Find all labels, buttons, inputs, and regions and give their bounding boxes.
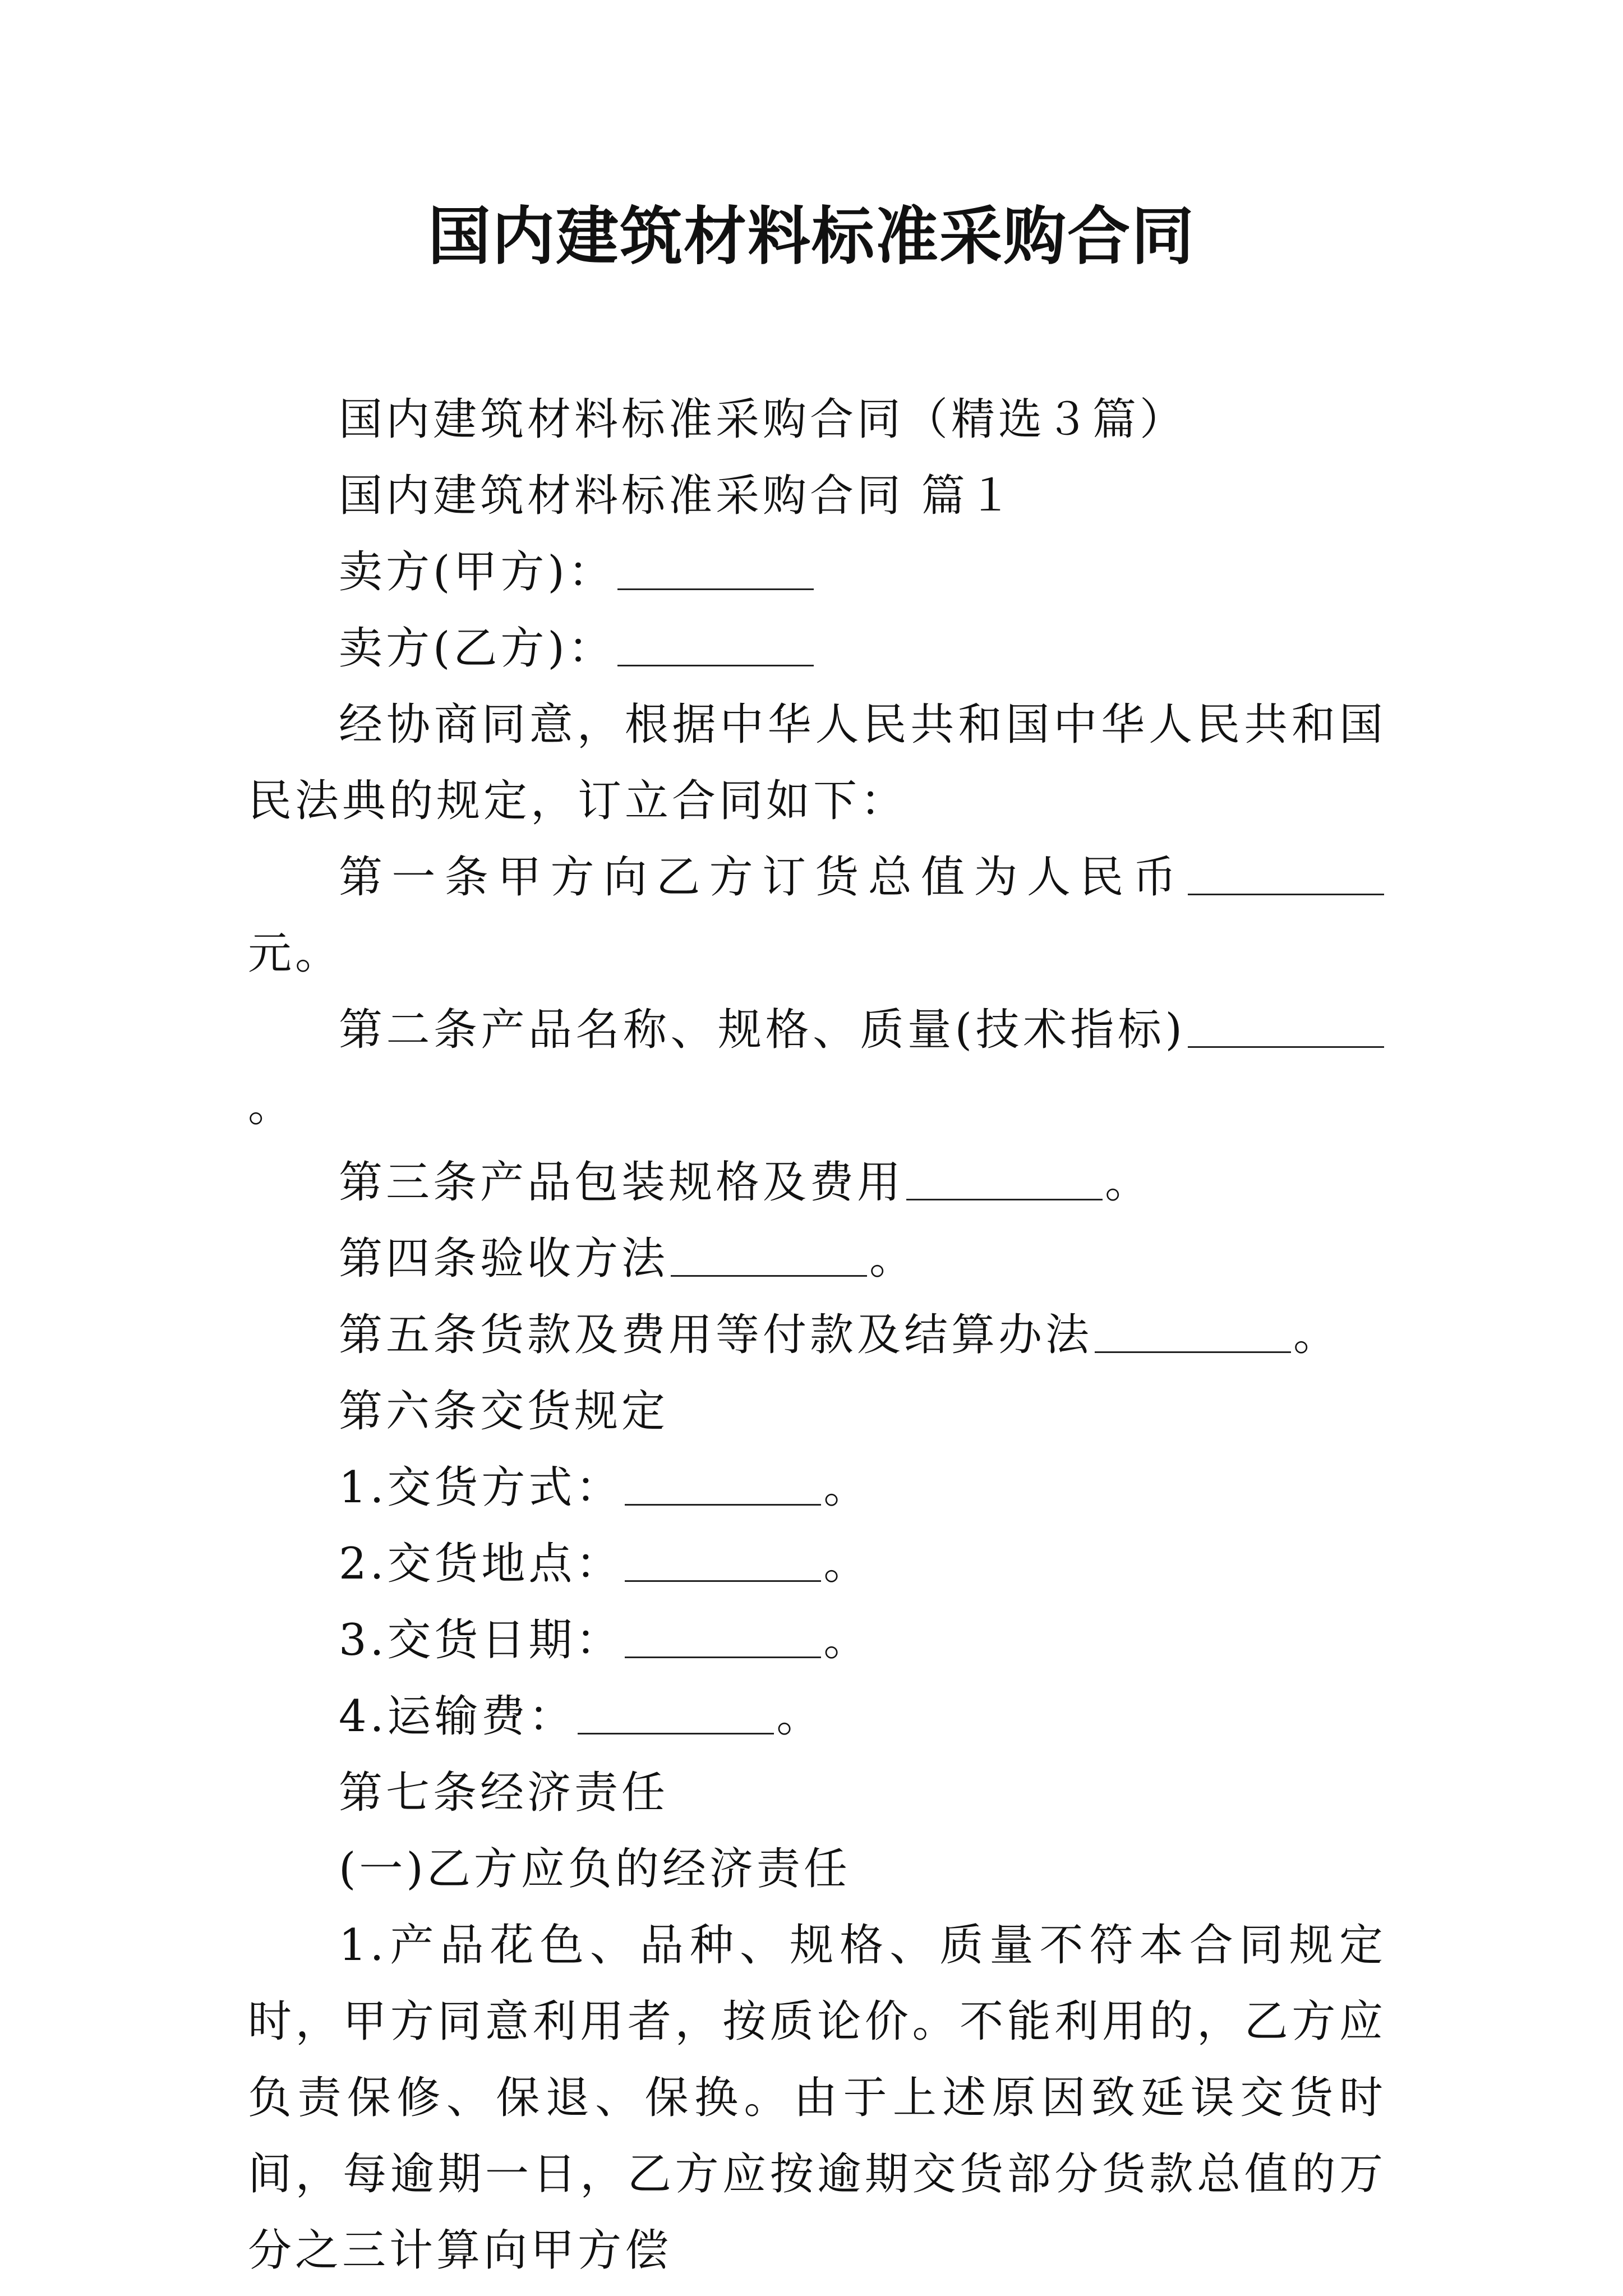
paragraph-text: 国内建筑材料标准采购合同（精选３篇） xyxy=(339,394,1187,445)
document-title: 国内建筑材料标准采购合同 xyxy=(428,200,1195,273)
paragraph xyxy=(248,1144,1386,1221)
paragraph xyxy=(248,1297,1386,1373)
paragraph-text: 第四条验收方法 xyxy=(339,1234,669,1284)
paragraph xyxy=(248,534,1386,610)
fill-in-blank xyxy=(1188,860,1384,895)
paragraph xyxy=(248,1831,1386,1907)
paragraph-text: 2.交货地点： xyxy=(339,1539,623,1589)
fill-in-blank xyxy=(906,1165,1103,1200)
paragraph xyxy=(248,1602,1386,1678)
document-body xyxy=(248,381,1386,2289)
paragraph-text: 国内建筑材料标准采购合同 篇１ xyxy=(339,471,1016,521)
paragraph xyxy=(248,992,1386,1144)
paragraph-text: 3.交货日期： xyxy=(339,1615,623,1665)
paragraph xyxy=(248,687,1386,839)
fill-in-blank xyxy=(671,1241,867,1277)
paragraph-text: 第三条产品包装规格及费用 xyxy=(339,1157,905,1208)
paragraph xyxy=(248,1373,1386,1450)
fill-in-blank xyxy=(578,1699,774,1734)
fill-in-blank xyxy=(625,1470,821,1506)
paragraph-text: 第六条交货规定 xyxy=(339,1386,669,1437)
paragraph-suffix: 。 xyxy=(823,1539,871,1589)
fill-in-blank xyxy=(1188,1013,1384,1048)
paragraph-suffix: 。 xyxy=(1105,1157,1152,1208)
paragraph xyxy=(248,1450,1386,1526)
fill-in-blank xyxy=(625,1623,821,1658)
paragraph xyxy=(248,839,1386,992)
paragraph-suffix: 。 xyxy=(869,1234,917,1284)
paragraph-text: 1.交货方式： xyxy=(339,1462,623,1513)
paragraph-suffix: 。 xyxy=(1293,1310,1341,1360)
paragraph-text: (一)乙方应负的经济责任 xyxy=(339,1844,851,1894)
paragraph xyxy=(248,458,1386,534)
paragraph-text: 卖方(乙方)： xyxy=(339,623,615,674)
paragraph xyxy=(248,381,1386,458)
paragraph-text: 经协商同意，根据中华人民共和国中华人民共和国民法典的规定，订立合同如下： xyxy=(248,700,1386,826)
fill-in-blank xyxy=(617,555,814,590)
paragraph-suffix: 元。 xyxy=(248,928,343,979)
paragraph-text: 卖方(甲方)： xyxy=(339,547,615,597)
paragraph xyxy=(248,610,1386,687)
paragraph-text: 第五条货款及费用等付款及结算办法 xyxy=(339,1310,1093,1360)
fill-in-blank xyxy=(625,1547,821,1582)
paragraph-text: 第二条产品名称、规格、质量(技术指标) xyxy=(339,1005,1186,1055)
fill-in-blank xyxy=(1095,1318,1291,1353)
paragraph xyxy=(248,1526,1386,1602)
paragraph-suffix: 。 xyxy=(823,1615,871,1665)
paragraph-text: 第一条甲方向乙方订货总值为人民币 xyxy=(339,852,1186,903)
paragraph-suffix: 。 xyxy=(248,1081,296,1131)
paragraph-suffix: 。 xyxy=(776,1691,824,1742)
paragraph xyxy=(248,1678,1386,1755)
fill-in-blank xyxy=(617,631,814,666)
paragraph xyxy=(248,1907,1386,2289)
paragraph xyxy=(248,1755,1386,1831)
paragraph-text: 1.产品花色、品种、规格、质量不符本合同规定时，甲方同意利用者，按质论价。不能利用的，乙方应负责保修、保退、保换。由于上述原因致延误交货时间，每逾期一日，乙方应按逾期交货部分货款总值的万分之三计算向甲方偿 xyxy=(248,1920,1386,2276)
paragraph-text: 第七条经济责任 xyxy=(339,1768,669,1818)
paragraph xyxy=(248,1221,1386,1297)
paragraph-text: 4.运输费： xyxy=(339,1691,576,1742)
paragraph-suffix: 。 xyxy=(823,1462,871,1513)
